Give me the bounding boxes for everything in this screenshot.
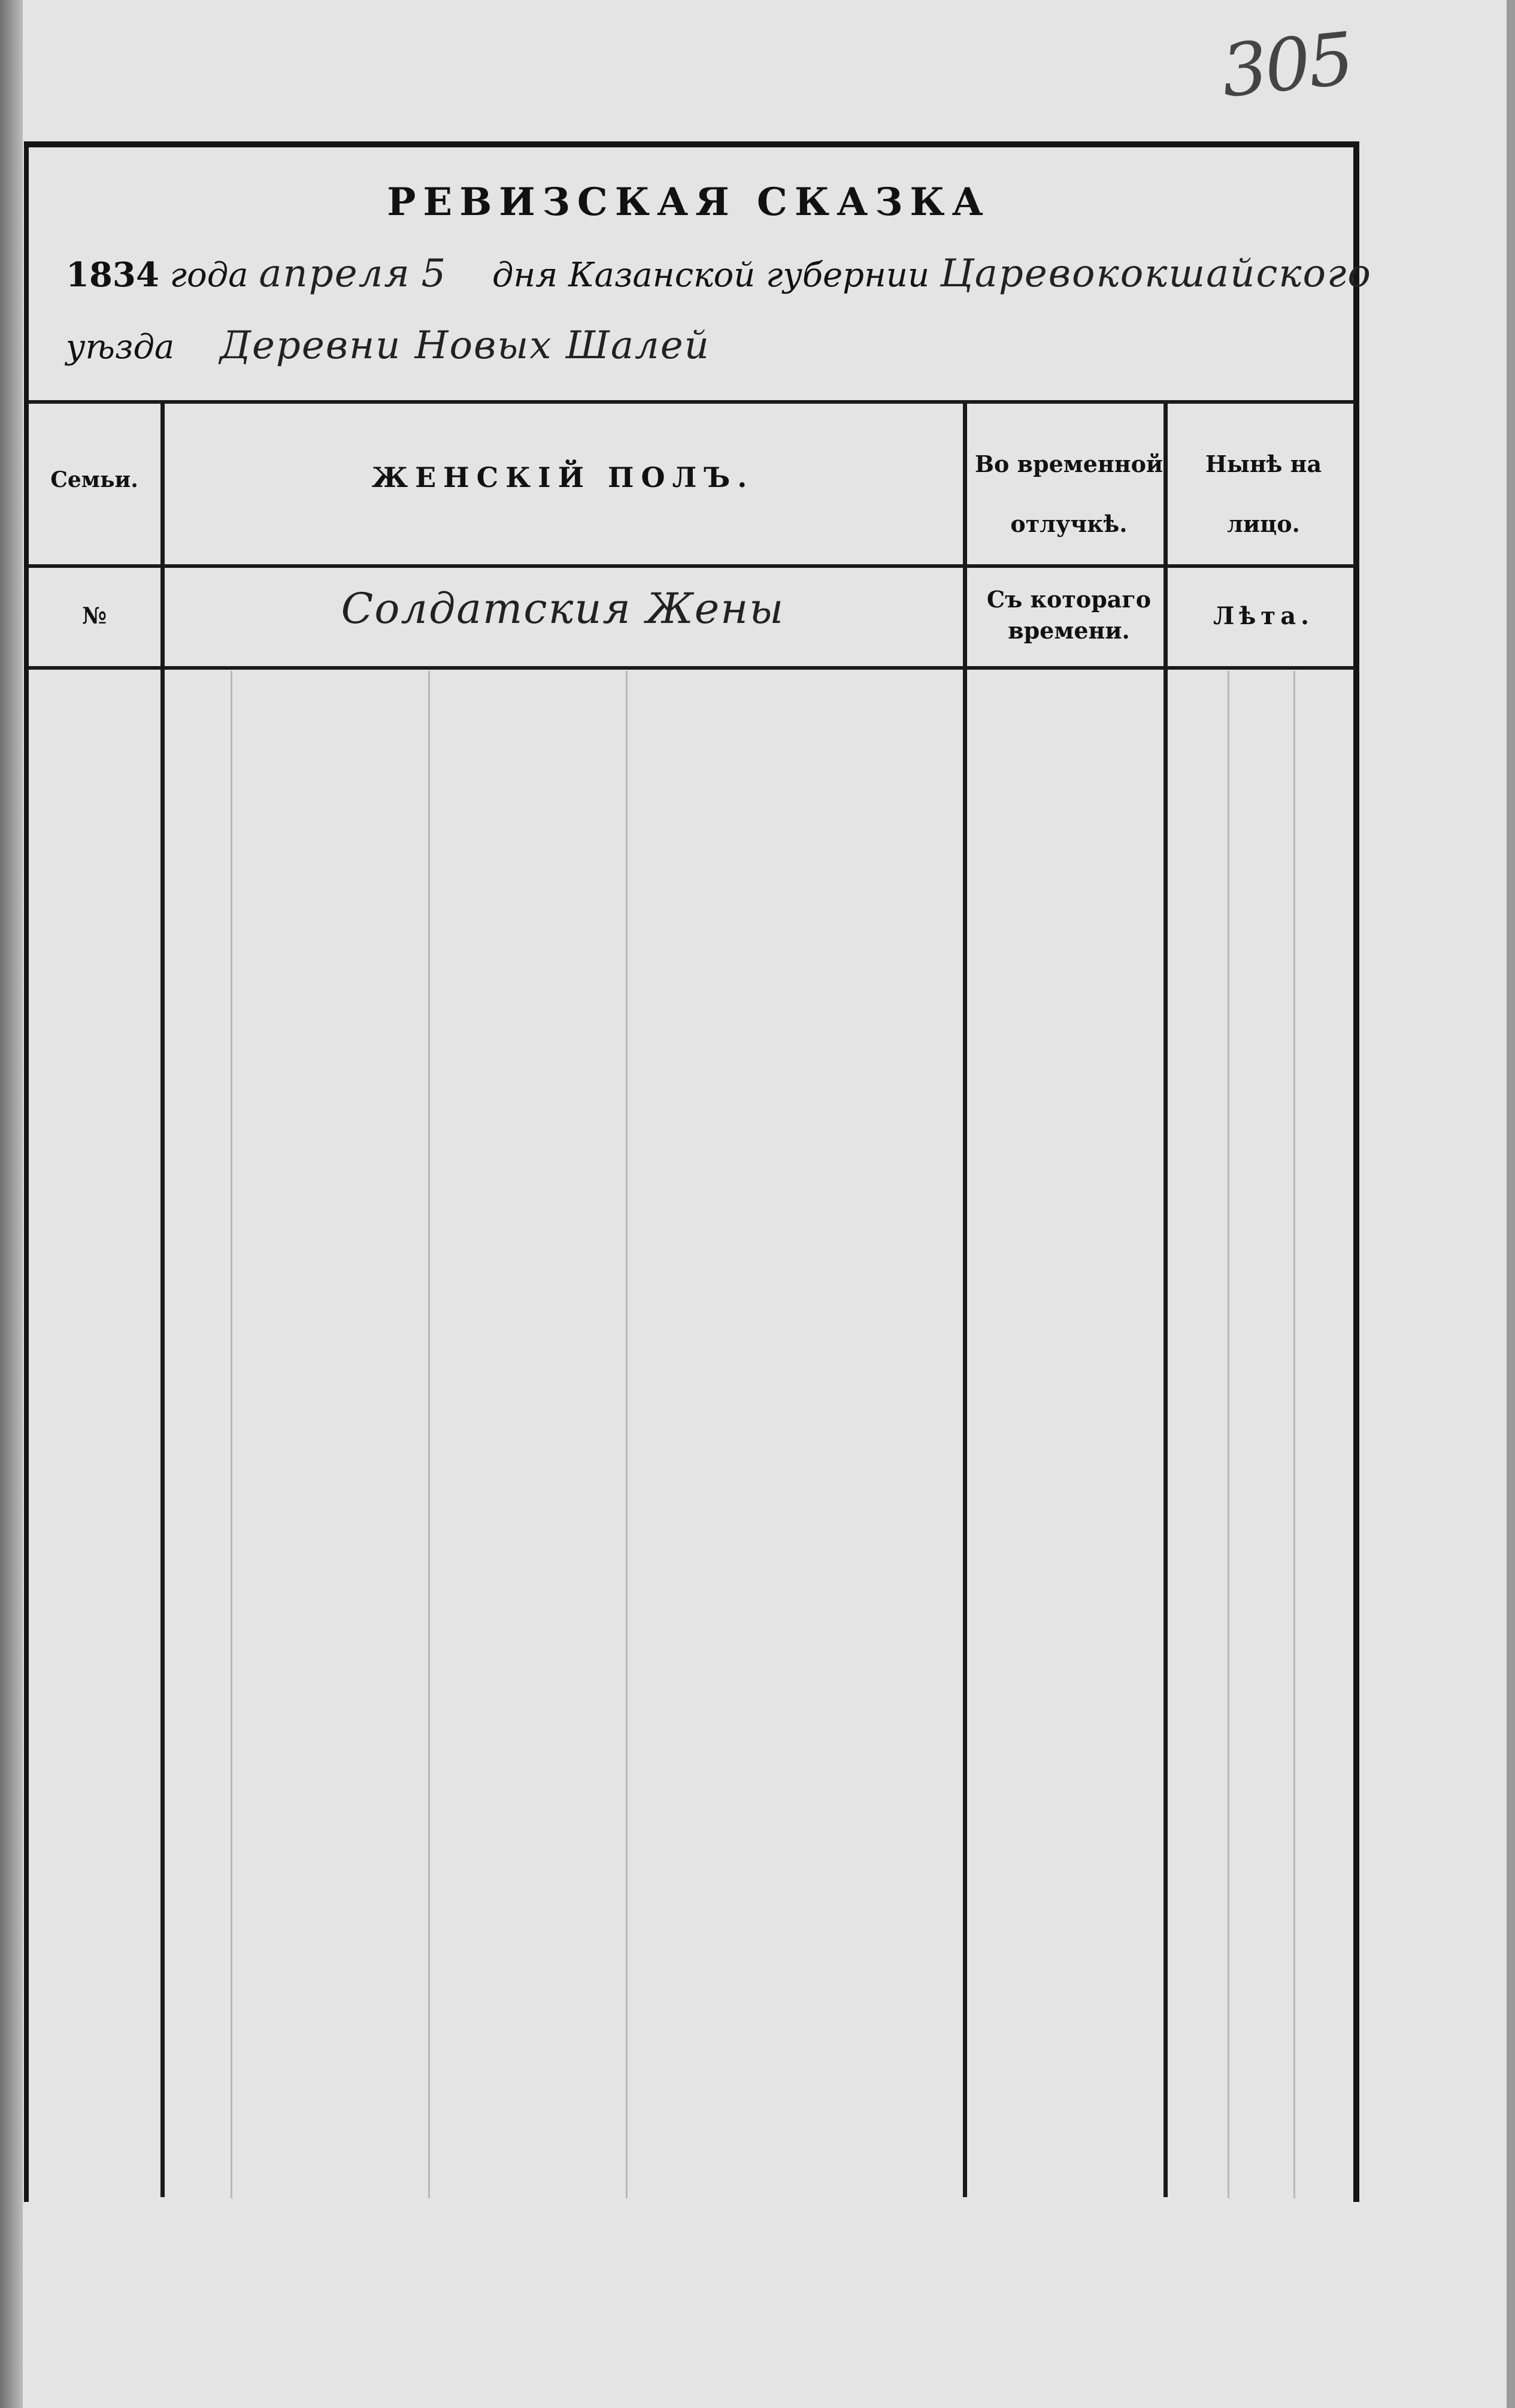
header-absence-line-1: Во временной (974, 450, 1163, 477)
subheader-since-line-2: времени. (1008, 617, 1130, 644)
handwritten-village: Деревни Новых Шалей (219, 323, 710, 368)
subheader-bottom-rule (29, 666, 1355, 670)
handwritten-month: апреля (259, 252, 411, 296)
form-title: РЕВИЗСКАЯ СКАЗКА (387, 180, 990, 225)
province-label: дня Казанской губернии (492, 256, 930, 295)
year-suffix: года (169, 256, 249, 295)
table-top-rule (29, 400, 1355, 404)
guide-line (1228, 671, 1229, 2198)
subheader-since-line-1: Съ котораго (986, 586, 1152, 613)
subheader-female-handwritten: Солдатския Жены (341, 584, 785, 633)
subheader-since-when (970, 584, 1168, 646)
guide-line (428, 671, 430, 2198)
column-rule-1 (160, 400, 165, 2197)
header-female: ЖЕНСКІЙ ПОЛЪ. (371, 461, 755, 494)
handwritten-district: Царевококшайского (940, 252, 1372, 296)
folio-number: 305 (1217, 17, 1356, 114)
subheader-number: № (81, 602, 107, 629)
header-temporary-absence (970, 434, 1168, 554)
guide-line (231, 671, 232, 2198)
header-bottom-rule (29, 564, 1355, 568)
header-present-now (1174, 434, 1353, 554)
guide-line (626, 671, 628, 2198)
form-uezd-line (66, 323, 710, 368)
column-rule-3 (1163, 400, 1168, 2197)
header-present-line-2: лицо. (1227, 510, 1300, 537)
year: 1834 (66, 255, 159, 295)
uezd-label: уѣзда (66, 328, 175, 367)
header-absence-line-2: отлучкѣ. (1010, 510, 1128, 537)
guide-line (1293, 671, 1295, 2198)
header-family: Семьи. (50, 467, 138, 492)
handwritten-day: 5 (421, 252, 447, 296)
form-date-line (66, 252, 1372, 296)
column-rule-2 (963, 400, 967, 2197)
page-binding (0, 0, 23, 2408)
header-present-line-1: Нынѣ на (1205, 450, 1322, 477)
subheader-years: Лѣта. (1213, 602, 1314, 630)
